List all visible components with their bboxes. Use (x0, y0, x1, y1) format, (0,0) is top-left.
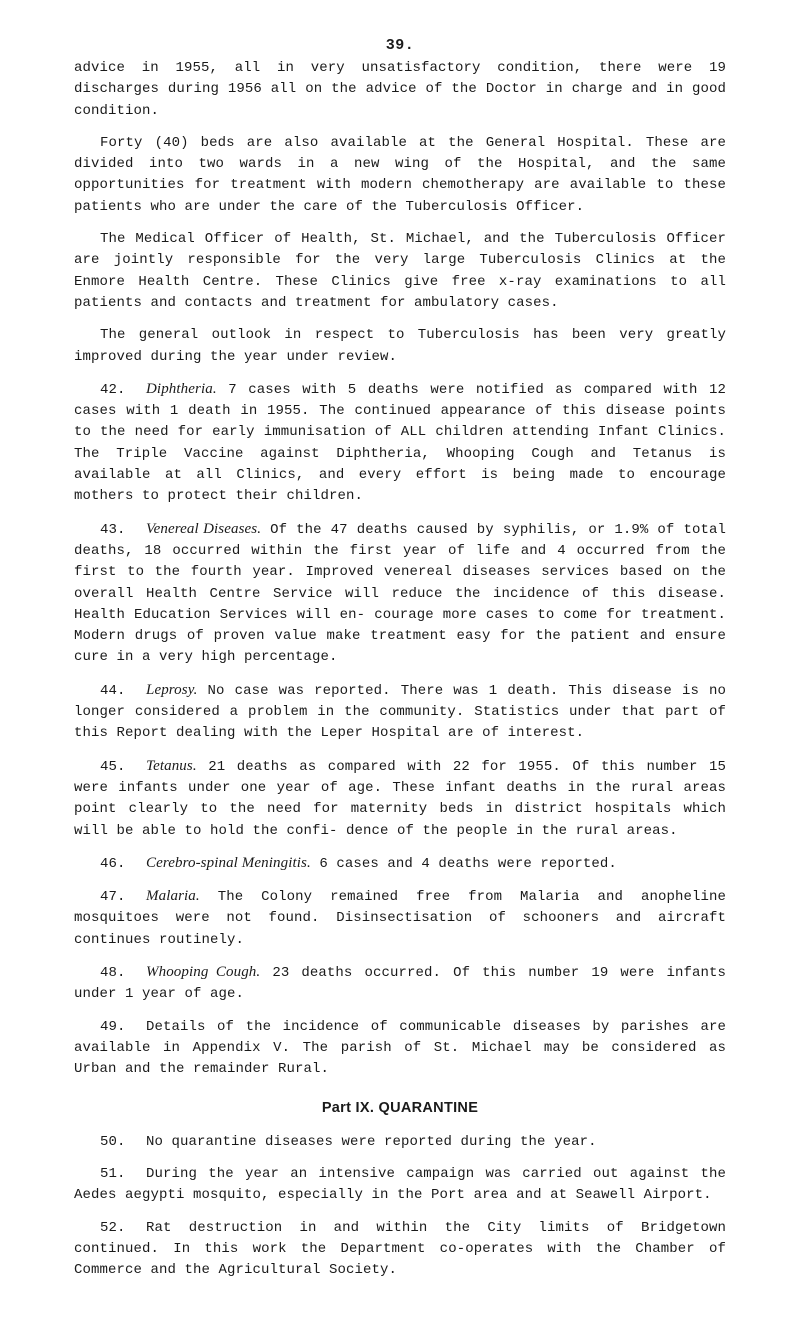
paragraph-text: Rat destruction in and within the City limits of Bridgetown continued. In this work the Department co-operates with the Chamber of Commerce and the Agricultural Society. (74, 1219, 726, 1279)
paragraph-number: 46. (100, 855, 126, 872)
paragraph-number: 45. (100, 758, 126, 775)
paragraph-number: 43. (100, 521, 126, 538)
paragraph-number: 52. (100, 1219, 126, 1236)
paragraph-text: No quarantine diseases were reported during the year. (146, 1133, 597, 1150)
paragraph-45-tetanus (74, 756, 726, 842)
paragraph-text: 7 cases with 5 deaths were notified as compared with 12 cases with 1 death in 1955. The continued appearance of this disease points to the need for early immunisation of ALL children attending Infant Clinics. The Triple Vaccine against Diphtheria, Whooping Cough and Tetanus is available at all Clinics, and every effort is being made to encourage mothers to protect their children. (74, 381, 726, 505)
paragraph-46-meningitis (74, 853, 726, 875)
paragraph-text: 6 cases and 4 deaths were reported. (319, 855, 617, 872)
paragraph-number: 50. (100, 1133, 126, 1150)
paragraph-47-malaria (74, 886, 726, 951)
paragraph-term: Tetanus. (146, 757, 197, 774)
section-heading-quarantine: Part IX. QUARANTINE (321, 1100, 479, 1117)
paragraph-term: Malaria. (146, 888, 200, 905)
paragraph-number: 49. (100, 1018, 126, 1035)
paragraph-number: 44. (100, 682, 126, 699)
paragraph-52-rat-destruction (74, 1218, 726, 1282)
paragraph-43-venereal-diseases (74, 519, 726, 669)
paragraph-text: No case was reported. There was 1 death. This disease is no longer considered a problem in the community. Statistics under that part of this Report dealing with the Leper Hospital are of interest. (74, 682, 726, 742)
paragraph-text: The Colony remained free from Malaria and anopheline mosquitoes were not found. Disinsectisation of schooners and aircraft continues routinely. (74, 889, 726, 948)
paragraph-number: 47. (100, 889, 126, 906)
document-body (74, 58, 726, 1293)
paragraph-number: 48. (100, 964, 126, 981)
paragraph-51-aedes-campaign (74, 1164, 726, 1207)
paragraph-term: Venereal Diseases. (146, 520, 262, 537)
paragraph-term: Diphtheria. (146, 380, 217, 397)
paragraph-text: Details of the incidence of communicable diseases by parishes are available in Appendix V. The parish of St. Michael may be considered as Urban and the remainder Rural. (74, 1018, 726, 1078)
paragraph-42-diphtheria (74, 379, 726, 508)
paragraph-49-parish-details (74, 1017, 726, 1081)
paragraph-number: 42. (100, 381, 126, 398)
paragraph-text: During the year an intensive campaign was carried out against the Aedes aegypti mosquito, especially in the Port area and at Seawell Airport. (74, 1166, 726, 1204)
paragraph-50-quarantine (74, 1132, 726, 1153)
paragraph-text: 23 deaths occurred. Of this number 19 were infants under 1 year of age. (74, 964, 726, 1003)
intro-paragraph: advice in 1955, all in very unsatisfactory condition, there were 19 discharges during 1956 all on the advice of the Doctor in charge and in good condition. (74, 60, 726, 119)
paragraph-text: Of the 47 deaths caused by syphilis, or 1.9% of total deaths, 18 occurred within the first year of life and 4 occurred from the first to the fourth year. Improved venereal diseases services based on the overall Health Centre Service will reduce the incidence of this disease. Health Education Services will en- courage more cases to come for treatment. Modern drugs of proven value make treatment easy for the patient and ensure cure in a very high percentage. (74, 521, 726, 666)
paragraph-term: Leprosy. (146, 681, 198, 698)
paragraph-48-whooping-cough (74, 962, 726, 1006)
paragraph-general-hospital-beds: Forty (40) beds are also available at the General Hospital. These are divided into two wards in a new wing of the Hospital, and the same opportunities for treatment with modern chemotherapy are available to these patients who are under the care of the Tuberculosis Officer. (74, 134, 726, 215)
paragraph-term: Cerebro-spinal Meningitis. (146, 854, 311, 871)
paragraph-tuberculosis-outlook: The general outlook in respect to Tuberculosis has been very greatly improved during the year under review. (74, 327, 726, 365)
paragraph-tuberculosis-clinics: The Medical Officer of Health, St. Michael, and the Tuberculosis Officer are jointly responsible for the very large Tuberculosis Clinics at the Enmore Health Centre. These Clinics give free x-ray examinations to all patients and contacts and treatment for ambulatory cases. (74, 231, 726, 311)
paragraph-term: Whooping Cough. (146, 963, 261, 980)
paragraph-text: 21 deaths as compared with 22 for 1955. Of this number 15 were infants under one year of age. These infant deaths in the rural areas point clearly to the need for maternity beds in district hospitals which will be able to hold the confi- dence of the people in the rural areas. (74, 758, 726, 839)
paragraph-number: 51. (100, 1166, 126, 1183)
paragraph-44-leprosy (74, 680, 726, 745)
page-number: 39. (385, 37, 415, 54)
